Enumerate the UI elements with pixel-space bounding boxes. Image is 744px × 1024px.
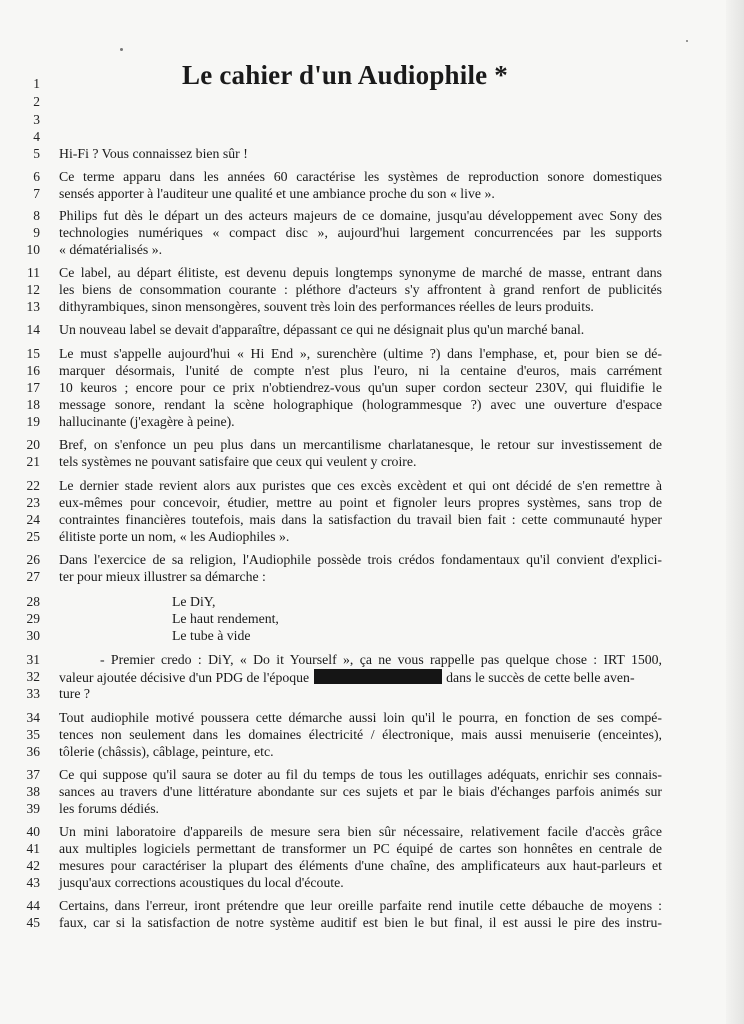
line-number: 16	[26, 363, 40, 378]
line-number: 14	[26, 322, 40, 337]
line-number: 23	[26, 495, 40, 510]
line-number: 7	[33, 186, 40, 201]
line-number: 38	[26, 784, 40, 799]
line-number: 40	[26, 824, 40, 839]
line-number: 15	[26, 346, 40, 361]
text-line: sances au travers d'une littérature abondante sur ces sujets et par le biais d'échanges parfois animés sur	[59, 784, 662, 799]
line-number: 5	[33, 146, 40, 161]
line-number: 44	[26, 898, 40, 913]
line-number: 18	[26, 397, 40, 412]
line-number: 34	[26, 710, 40, 725]
text-line: jusqu'aux corrections acoustiques du local d'écoute.	[59, 875, 344, 890]
text-line: dithyrambiques, sinon mensongères, souvent très loin des performances réelles de leurs produits.	[59, 299, 594, 314]
text-line: - Premier credo : DiY, « Do it Yourself », ça ne vous rappelle pas quelque chose : IRT 1500,	[100, 652, 662, 667]
text-line: les forums dédiés.	[59, 801, 160, 816]
line-number: 8	[33, 208, 40, 223]
text-line: message sonore, rendant la scène holographique (hologrammesque ?) avec une ouverture d'espace	[59, 397, 662, 412]
line-number: 17	[26, 380, 40, 395]
text-line: Philips fut dès le départ un des acteurs majeurs de ce domaine, jusqu'au développement avec Sony des	[59, 208, 662, 223]
text-line: Ce qui suppose qu'il saura se doter au fil du temps de tous les outillages adéquats, enrichir ses connais-	[59, 767, 662, 782]
text-line: Certains, dans l'erreur, iront prétendre que leur oreille parfaite rend inutile cette débauche de moyens :	[59, 898, 662, 913]
line-number: 19	[26, 414, 40, 429]
text-line: Un mini laboratoire d'appareils de mesure sera bien sûr nécessaire, relativement facile d'accès grâce	[59, 824, 662, 839]
text-line: Tout audiophile motivé poussera cette démarche aussi loin qu'il le pourra, en fonction de ses compé-	[59, 710, 662, 725]
text-line: Ce terme apparu dans les années 60 caractérise les systèmes de reproduction sonore domestiques	[59, 169, 662, 184]
line-number: 20	[26, 437, 40, 452]
redaction-bar	[314, 669, 442, 684]
line-number: 35	[26, 727, 40, 742]
line-number: 42	[26, 858, 40, 873]
text-segment: valeur ajoutée décisive d'un PDG de l'époque	[59, 670, 310, 685]
line-number: 27	[26, 569, 40, 584]
paper-speck	[120, 48, 123, 51]
line-number: 10	[26, 242, 40, 257]
paper-speck	[686, 40, 688, 42]
text-line: tences non seulement dans les domaines électricité / électronique, mais aussi menuiserie (enceintes),	[59, 727, 662, 742]
text-line: ture ?	[59, 686, 91, 701]
text-line: élitiste porte un nom, « les Audiophiles ».	[59, 529, 290, 544]
creed-item: Le tube à vide	[172, 628, 251, 643]
text-line: faux, car si la satisfaction de notre système auditif est bien le but final, il est aussi le pire des instru-	[59, 915, 662, 930]
line-number: 26	[26, 552, 40, 567]
line-number: 21	[26, 454, 40, 469]
text-line: sensés apporter à l'auditeur une qualité et une ambiance proche du son « live ».	[59, 186, 495, 201]
text-segment: dans le succès de cette belle aven-	[446, 670, 635, 685]
text-line: hallucinante (j'exagère à peine).	[59, 414, 235, 429]
text-line: Dans l'exercice de sa religion, l'Audiophile possède trois crédos fondamentaux qu'il convient d'explici-	[59, 552, 662, 567]
text-line: mesures pour caractériser la plupart des éléments d'une chaîne, des amplificateurs aux haut-parleurs et	[59, 858, 662, 873]
line-number: 4	[33, 129, 40, 144]
line-number: 24	[26, 512, 40, 527]
line-number: 41	[26, 841, 40, 856]
line-number: 11	[27, 265, 40, 280]
page-edge-shadow	[726, 0, 744, 1024]
text-line: tels systèmes ne pouvant satisfaire que ceux qui veulent y croire.	[59, 454, 417, 469]
text-line: 10 keuros ; encore pour ce prix n'obtiendrez-vous qu'un super cordon secteur 230V, qui fluidifie le	[59, 380, 662, 395]
creed-item: Le DiY,	[172, 594, 216, 609]
text-line: « dématérialisés ».	[59, 242, 163, 257]
line-number: 33	[26, 686, 40, 701]
text-line: Un nouveau label se devait d'apparaître, dépassant ce qui ne désignait plus qu'un marché banal.	[59, 322, 585, 337]
line-number: 2	[33, 94, 40, 109]
text-line: Ce label, au départ élitiste, est devenu depuis longtemps synonyme de marché de masse, entrant dans	[59, 265, 662, 280]
text-line: technologies numériques « compact disc », aujourd'hui largement concurrencées par les supports	[59, 225, 662, 240]
line-number: 31	[26, 652, 40, 667]
line-number: 28	[26, 594, 40, 609]
text-line: contraintes financières toutefois, mais dans la satisfaction du travail bien fait : cette communauté hyper	[59, 512, 662, 527]
text-line: marquer désormais, l'unité de compte n'est plus l'euro, ni la centaine d'euros, mais carrément	[59, 363, 662, 378]
text-line: tôlerie (châssis), câblage, peinture, etc.	[59, 744, 274, 759]
line-number: 25	[26, 529, 40, 544]
line-number: 45	[26, 915, 40, 930]
line-number: 37	[26, 767, 40, 782]
text-line: Le must s'appelle aujourd'hui « Hi End », surenchère (ultime ?) dans l'emphase, et, pour bien se dé-	[59, 346, 662, 361]
creed-item: Le haut rendement,	[172, 611, 279, 626]
line-number: 6	[33, 169, 40, 184]
text-line: les biens de consommation courante : pléthore d'acteurs s'y affrontent à grand renfort de publicités	[59, 282, 662, 297]
text-line: Bref, on s'enfonce un peu plus dans un mercantilisme charlatanesque, le retour sur investissement de	[59, 437, 662, 452]
text-line: Le dernier stade revient alors aux puristes que ces excès excèdent et qui ont décidé de s'en remettre à	[59, 478, 662, 493]
line-number: 9	[33, 225, 40, 240]
line-number: 29	[26, 611, 40, 626]
text-line-with-redaction	[59, 669, 662, 686]
line-number: 36	[26, 744, 40, 759]
line-number: 12	[26, 282, 40, 297]
line-number: 30	[26, 628, 40, 643]
document-title: Le cahier d'un Audiophile *	[182, 60, 508, 90]
text-line: Hi-Fi ? Vous connaissez bien sûr !	[59, 146, 248, 161]
text-line: aux multiples logiciels permettant de transformer un PC équipé de cartes son honnêtes en centrale de	[59, 841, 662, 856]
line-number: 43	[26, 875, 40, 890]
line-number: 39	[26, 801, 40, 816]
line-number: 22	[26, 478, 40, 493]
text-line: eux-mêmes pour concevoir, étudier, mettre au point et fignoler leurs propres systèmes, sans trop de	[59, 495, 662, 510]
line-number: 13	[26, 299, 40, 314]
text-line: ter pour mieux illustrer sa démarche :	[59, 569, 266, 584]
line-number: 32	[26, 669, 40, 684]
line-number: 1	[33, 76, 40, 91]
line-number: 3	[33, 112, 40, 127]
